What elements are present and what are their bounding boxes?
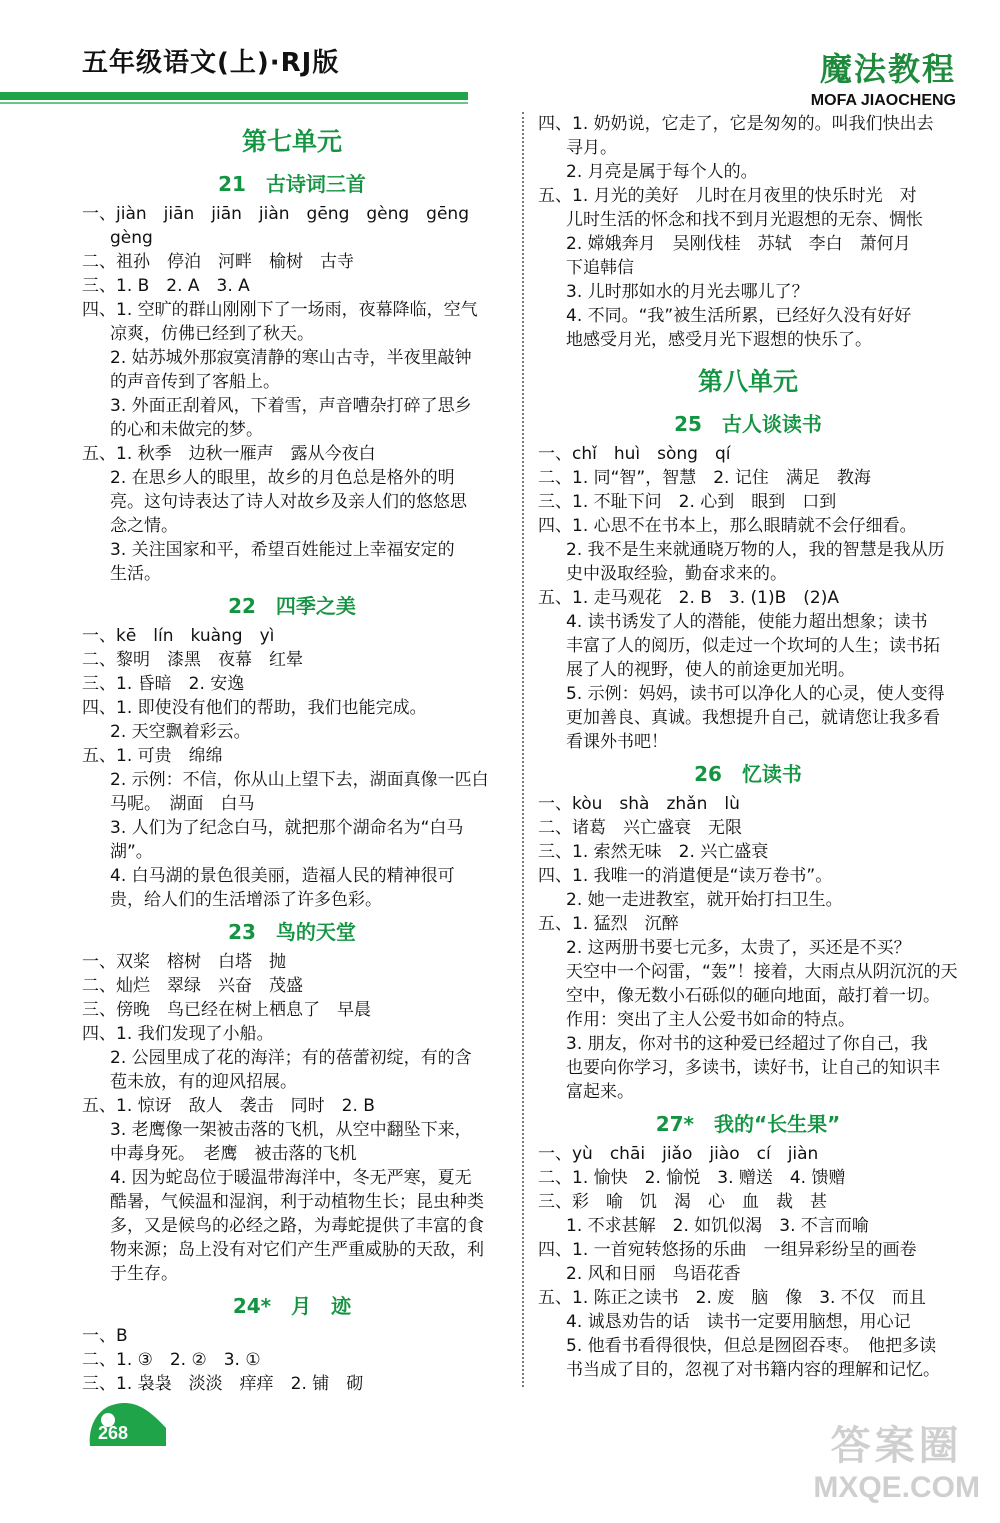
answer-line: 2. 这两册书要七元多，太贵了，买还是不买？ (566, 938, 911, 958)
answer-line: 4. 不同。“我”被生活所累，已经好久没有好好 (566, 306, 912, 326)
lesson-answers (538, 442, 958, 754)
answer-line: 一、kòu shà zhǎn lù (538, 794, 740, 814)
brand-logo (811, 44, 956, 110)
answer-line: 2. 姑苏城外那寂寞清静的寒山古寺，半夜里敲钟 (110, 348, 472, 368)
lesson-answers (82, 950, 502, 1286)
answer-line: 四、1. 我唯一的消遣便是“读万卷书”。 (538, 866, 833, 886)
answer-line: 5. 示例：妈妈，读书可以净化人的心灵，使人变得 (566, 684, 945, 704)
lesson-answers (538, 792, 958, 1104)
lesson-answers (538, 1142, 958, 1382)
lesson-heading: 21 古诗词三首 (218, 172, 366, 196)
answer-line: 也要向你学习，多读书，读好书，让自己的知识丰 (566, 1058, 940, 1078)
lesson-answers (82, 202, 502, 586)
answer-line: 4. 读书诱发了人的潜能，使能力超出想象；读书 (566, 612, 928, 632)
answer-line: gèng (110, 228, 153, 248)
answer-line: 三、1. 袅袅 淡淡 痒痒 2. 铺 砌 (82, 1374, 364, 1394)
answer-line: 五、1. 惊讶 敌人 袭击 同时 2. B (82, 1096, 375, 1116)
header-band-thin (0, 102, 468, 104)
answer-line: 亮。这句诗表达了诗人对故乡及亲人们的悠悠思 (110, 492, 467, 512)
answer-line: 三、傍晚 鸟已经在树上栖息了 早晨 (82, 1000, 371, 1020)
watermark (813, 1414, 980, 1505)
lesson-heading: 22 四季之美 (228, 594, 356, 618)
answer-line: 2. 天空飘着彩云。 (110, 722, 251, 742)
answer-line: 四、1. 奶奶说，它走了，它是匆匆的。叫我们快出去 (538, 114, 934, 134)
answer-line: 儿时生活的怀念和找不到月光遐想的无奈、惆怅 (566, 210, 923, 230)
answer-line: 四、1. 我们发现了小船。 (82, 1024, 274, 1044)
answer-line: 酷暑，气候温和湿润，利于动植物生长；昆虫种类 (110, 1192, 484, 1212)
answer-line: 三、彩 喻 饥 渴 心 血 裁 甚 (538, 1192, 827, 1212)
unit-heading: 第八单元 (697, 367, 798, 396)
answer-line: 作用：突出了主人公爱书如命的特点。 (566, 1010, 855, 1030)
brand-name-en: MOFA JIAOCHENG (810, 92, 956, 109)
answer-line: 更加善良、真诚。我想提升自己，就请您让我多看 (566, 708, 940, 728)
answer-line: 一、B (82, 1326, 128, 1346)
answer-line: 2. 我不是生来就通晓万物的人，我的智慧是我从历 (566, 540, 945, 560)
answer-line: 丰富了人的阅历，似走过一个坎坷的人生；读书拓 (566, 636, 940, 656)
answer-line: 凉爽，仿佛已经到了秋天。 (110, 324, 314, 344)
lesson-heading: 25 古人谈读书 (674, 412, 822, 436)
answer-line: 史中汲取经验，勤奋求来的。 (566, 564, 787, 584)
lesson-heading: 23 鸟的天堂 (228, 920, 356, 944)
answer-line: 1. 不求甚解 2. 如饥似渴 3. 不言而喻 (566, 1216, 869, 1236)
answer-line: 富起来。 (566, 1082, 634, 1102)
answer-line: 4. 因为蛇岛位于暖温带海洋中，冬无严寒，夏无 (110, 1168, 472, 1188)
answer-line: 看课外书吧！ (566, 732, 668, 752)
answer-line: 天空中一个闷雷，“轰”！接着，大雨点从阴沉沉的天 (566, 962, 958, 982)
lesson-answers (82, 624, 502, 912)
answer-line: 的心和未做完的梦。 (110, 420, 263, 440)
answer-line: 五、1. 猛烈 沉醉 (538, 914, 679, 934)
right-column (538, 112, 958, 1382)
answer-line: 3. 外面正刮着风，下着雪，声音嘈杂打碎了思乡 (110, 396, 472, 416)
answer-line: 四、1. 一首宛转悠扬的乐曲 一组异彩纷呈的画卷 (538, 1240, 917, 1260)
lesson-answers (82, 1324, 502, 1396)
answer-line: 3. 儿时那如水的月光去哪儿了？ (566, 282, 809, 302)
answer-line: 中毒身死。 老鹰 被击落的飞机 (110, 1144, 357, 1164)
answer-line: 物来源；岛上没有对它们产生严重威胁的天敌，利 (110, 1240, 484, 1260)
answer-line: 2. 公园里成了花的海洋；有的蓓蕾初绽，有的含 (110, 1048, 472, 1068)
answer-line: 苞未放，有的迎风招展。 (110, 1072, 297, 1092)
answer-line: 空中，像无数小石砾似的砸向地面，敲打着一切。 (566, 986, 940, 1006)
answer-line: 二、黎明 漆黑 夜幕 红晕 (82, 650, 303, 670)
lesson-answers (538, 112, 958, 352)
unit-heading: 第七单元 (241, 127, 342, 156)
page-number: 268 (98, 1423, 129, 1443)
lesson-heading: 26 忆读书 (694, 762, 802, 786)
answer-line: 3. 人们为了纪念白马，就把那个湖命名为“白马湖”。 (110, 818, 464, 862)
column-divider (522, 112, 524, 1387)
watermark-cn: 答案圈 (830, 1423, 963, 1469)
answer-line: 3. 关注国家和平，希望百姓能过上幸福安定的 (110, 540, 455, 560)
answer-line: 二、灿烂 翠绿 兴奋 茂盛 (82, 976, 303, 996)
answer-line: 三、1. 不耻下问 2. 心到 眼到 口到 (538, 492, 837, 512)
answer-line: 多，又是候鸟的必经之路，为毒蛇提供了丰富的食 (110, 1216, 484, 1236)
answer-line: 2. 示例：不信，你从山上望下去，湖面真像一匹白 (110, 770, 489, 790)
answer-line: 书当成了目的，忽视了对书籍内容的理解和记忆。 (566, 1360, 940, 1380)
brand-name-cn: 魔法教程 (819, 50, 956, 88)
watermark-en: MXQE.COM (813, 1471, 980, 1504)
answer-line: 一、yù chāi jiǎo jiào cí jiàn (538, 1144, 819, 1164)
answer-line: 三、1. 索然无味 2. 兴亡盛衰 (538, 842, 769, 862)
answer-line: 下追韩信 (566, 258, 634, 278)
answer-line: 马呢。 湖面 白马 (110, 794, 255, 814)
answer-line: 二、1. 愉快 2. 愉悦 3. 赠送 4. 馈赠 (538, 1168, 846, 1188)
answer-line: 寻月。 (566, 138, 617, 158)
answer-line: 一、双桨 榕树 白塔 抛 (82, 952, 286, 972)
answer-line: 3. 老鹰像一架被击落的飞机，从空中翻坠下来， (110, 1120, 472, 1140)
answer-line: 贵，给人们的生活增添了许多色彩。 (110, 890, 382, 910)
answer-line: 念之情。 (110, 516, 178, 536)
answer-line: 生活。 (110, 564, 161, 584)
answer-line: 四、1. 即使没有他们的帮助，我们也能完成。 (82, 698, 427, 718)
answer-line: 五、1. 走马观花 2. B 3. (1)B (2)A (538, 588, 839, 608)
answer-line: 五、1. 陈正之读书 2. 废 脑 像 3. 不仅 而且 (538, 1288, 926, 1308)
answer-line: 三、1. 昏暗 2. 安逸 (82, 674, 245, 694)
answer-line: 二、1. 同“智”，智慧 2. 记住 满足 教海 (538, 468, 871, 488)
answer-line: 二、1. ③ 2. ② 3. ① (82, 1350, 261, 1370)
answer-line: 2. 月亮是属于每个人的。 (566, 162, 758, 182)
lesson-heading: 24* 月 迹 (232, 1294, 352, 1318)
answer-line: 2. 嫦娥奔月 吴刚伐桂 苏轼 李白 萧何月 (566, 234, 911, 254)
answer-line: 四、1. 心思不在书本上，那么眼睛就不会仔细看。 (538, 516, 917, 536)
answer-line: 2. 她一走进教室，就开始打扫卫生。 (566, 890, 843, 910)
answer-line: 5. 他看书看得很快，但总是囫囵吞枣。 他把多读 (566, 1336, 937, 1356)
lesson-heading: 27* 我的“长生果” (655, 1112, 841, 1136)
answer-line: 地感受月光，感受月光下遐想的快乐了。 (566, 330, 872, 350)
left-column (82, 112, 502, 1396)
answer-line: 展了人的视野，使人的前途更加光明。 (566, 660, 855, 680)
answer-line: 的声音传到了客船上。 (110, 372, 280, 392)
answer-line: 一、jiàn jiān jiān jiàn gēng gèng gēng (82, 204, 469, 224)
answer-line: 于生存。 (110, 1264, 178, 1284)
answer-line: 3. 朋友，你对书的这种爱已经超过了你自己，我 (566, 1034, 928, 1054)
answer-line: 二、诸葛 兴亡盛衰 无限 (538, 818, 742, 838)
header-band (0, 92, 468, 100)
answer-line: 4. 诚恳劝告的话 读书一定要用脑想，用心记 (566, 1312, 911, 1332)
book-title: 五年级语文(上)·RJ版 (82, 48, 340, 78)
answer-line: 一、chǐ huì sòng qí (538, 444, 731, 464)
answer-line: 五、1. 可贵 绵绵 (82, 746, 223, 766)
answer-line: 4. 白马湖的景色很美丽，造福人民的精神很可 (110, 866, 455, 886)
answer-line: 五、1. 秋季 边秋一雁声 露从今夜白 (82, 444, 376, 464)
answer-line: 2. 风和日丽 鸟语花香 (566, 1264, 741, 1284)
answer-line: 四、1. 空旷的群山刚刚下了一场雨，夜幕降临，空气 (82, 300, 478, 320)
answer-line: 一、kē lín kuàng yì (82, 626, 275, 646)
answer-line: 三、1. B 2. A 3. A (82, 276, 250, 296)
answer-line: 五、1. 月光的美好 儿时在月夜里的快乐时光 对 (538, 186, 917, 206)
answer-line: 2. 在思乡人的眼里，故乡的月色总是格外的明 (110, 468, 455, 488)
answer-line: 二、祖孙 停泊 河畔 榆树 古寺 (82, 252, 354, 272)
